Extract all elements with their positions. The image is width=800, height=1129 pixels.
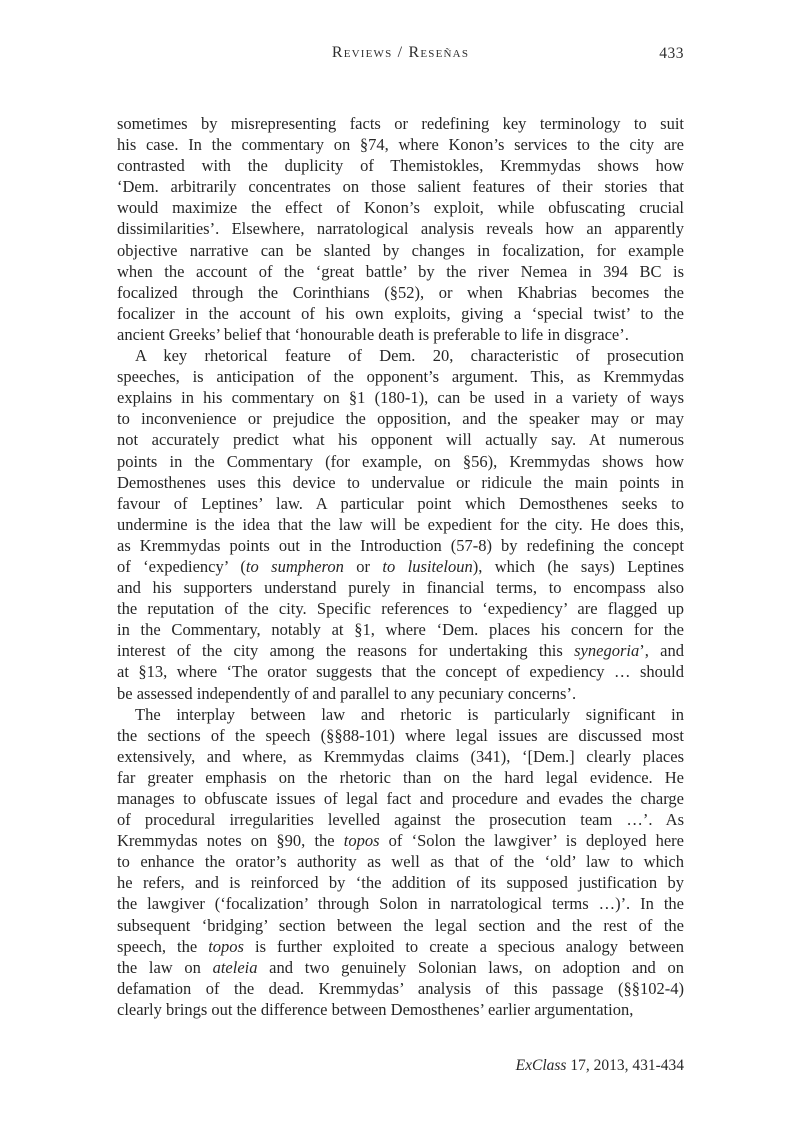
header-title: Reviews / Reseñas: [331, 44, 470, 61]
text-line: [117, 155, 684, 176]
text-line: [117, 809, 684, 830]
text-line: [117, 134, 684, 155]
text-line: [117, 514, 684, 535]
text-run: the lawgiver (‘focalization’ through Solon in narratological terms …)’. In the: [117, 894, 684, 914]
text-line: [117, 429, 684, 450]
text-run: A key rhetorical feature of Dem. 20, characteristic of prosecution: [135, 346, 684, 366]
text-run: dissimilarities’. Elsewhere, narratological analysis reveals how an apparently: [117, 219, 684, 239]
text-line: [117, 640, 684, 661]
text-run: ‘Dem. arbitrarily concentrates on those salient features of their stories that: [117, 177, 684, 197]
text-line: [117, 282, 684, 303]
text-run: the law on: [117, 957, 213, 977]
text-run: far greater emphasis on the rhetoric than on the hard legal evidence. He: [117, 767, 684, 787]
text-run: not accurately predict what his opponent will actually say. At numerous: [117, 430, 684, 450]
text-line: [117, 978, 684, 999]
text-run: ’, and: [639, 641, 684, 661]
text-line: [117, 661, 684, 682]
citation-details: 17, 2013, 431-434: [566, 1057, 684, 1074]
text-line: [117, 303, 684, 324]
text-line: [117, 577, 684, 598]
page-number: 433: [659, 45, 684, 62]
text-run: Kremmydas notes on §90, the: [117, 831, 344, 851]
text-run: interest of the city among the reasons for undertaking this: [117, 641, 575, 661]
text-line: [117, 619, 684, 640]
text-run: his case. In the commentary on §74, where Konon’s services to the city are: [117, 135, 684, 155]
text-line: [117, 788, 684, 809]
text-line: [117, 408, 684, 429]
text-line: [117, 197, 684, 218]
text-run: speeches, is anticipation of the opponent’s argument. This, as Kremmydas: [117, 367, 684, 387]
text-run: of ‘Solon the lawgiver’ is deployed here: [379, 831, 684, 851]
text-line: [117, 176, 684, 197]
text-line: [117, 957, 684, 978]
text-run: would maximize the effect of Konon’s exploit, while obfuscating crucial: [117, 198, 684, 218]
text-run: defamation of the dead. Kremmydas’ analysis of this passage (§§102-4): [117, 978, 684, 998]
text-run: to enhance the orator’s authority as well as that of the ‘old’ law to which: [117, 852, 684, 872]
text-run: and his supporters understand purely in financial terms, to encompass also: [117, 578, 684, 598]
italic-term: topos: [343, 831, 380, 851]
text-run: in the Commentary, notably at §1, where ‘Dem. places his concern for the: [117, 620, 684, 640]
text-line: [117, 387, 684, 408]
italic-term: synegoria: [574, 641, 640, 661]
italic-term: ateleia: [212, 957, 258, 977]
italic-term: to sumpheron: [245, 556, 344, 576]
text-run: at §13, where ‘The orator suggests that the concept of expediency … should: [117, 662, 684, 682]
text-line: [117, 535, 684, 556]
text-line: [117, 830, 684, 851]
text-run: or: [343, 556, 383, 576]
text-run: be assessed independently of and parallel to any pecuniary concerns’.: [117, 683, 577, 703]
journal-title: ExClass: [515, 1057, 567, 1074]
text-line: [117, 704, 684, 725]
text-run: focalized through the Corinthians (§52), or when Khabrias becomes the: [117, 282, 684, 302]
text-run: ancient Greeks’ belief that ‘honourable death is preferable to life in disgrace’.: [117, 324, 629, 344]
text-run: of procedural irregularities levelled against the prosecution team …’. As: [117, 810, 684, 830]
text-run: ), which (he says) Leptines: [472, 556, 685, 576]
text-line: [117, 366, 684, 387]
text-run: he refers, and is reinforced by ‘the addition of its supposed justification by: [117, 873, 684, 893]
text-run: and two genuinely Solonian laws, on adoption and on: [257, 957, 684, 977]
text-run: the sections of the speech (§§88-101) where legal issues are discussed most: [117, 725, 684, 745]
text-run: speech, the: [117, 936, 209, 956]
text-line: [117, 493, 684, 514]
text-run: extensively, and where, as Kremmydas claims (341), ‘[Dem.] clearly places: [117, 746, 684, 766]
text-line: [117, 218, 684, 239]
text-line: [117, 345, 684, 366]
text-run: points in the Commentary (for example, on §56), Kremmydas shows how: [117, 451, 684, 471]
text-run: subsequent ‘bridging’ section between the legal section and the rest of the: [117, 915, 684, 935]
text-run: The interplay between law and rhetoric is particularly significant in: [135, 704, 684, 724]
text-run: when the account of the ‘great battle’ by the river Nemea in 394 BC is: [117, 261, 684, 281]
text-line: [117, 324, 684, 345]
text-run: sometimes by misrepresenting facts or redefining key terminology to suit: [117, 114, 684, 133]
text-run: focalizer in the account of his own exploits, giving a ‘special twist’ to the: [117, 303, 684, 323]
text-line: [117, 240, 684, 261]
text-line: [117, 767, 684, 788]
text-run: to inconvenience or prejudice the opposition, and the speaker may or may: [117, 409, 684, 429]
text-line: [117, 872, 684, 893]
text-run: contrasted with the duplicity of Themistokles, Kremmydas shows how: [117, 156, 684, 176]
text-line: [117, 683, 684, 704]
text-line: [117, 472, 684, 493]
text-run: Demosthenes uses this device to undervalue or ridicule the main points in: [117, 472, 684, 492]
text-line: [117, 725, 684, 746]
text-line: [117, 936, 684, 957]
italic-term: topos: [208, 936, 244, 956]
text-run: explains in his commentary on §1 (180-1), can be used in a variety of ways: [117, 388, 684, 408]
text-line: [117, 851, 684, 872]
text-line: [117, 261, 684, 282]
text-line: [117, 451, 684, 472]
text-run: the reputation of the city. Specific references to ‘expediency’ are flagged up: [117, 599, 684, 619]
running-header: [117, 44, 684, 62]
text-run: of ‘expediency’ (: [117, 556, 246, 576]
text-run: clearly brings out the difference between Demosthenes’ earlier argumentation,: [117, 999, 634, 1019]
footer-citation: [117, 1057, 684, 1075]
text-run: objective narrative can be slanted by changes in focalization, for example: [117, 240, 684, 260]
text-line: [117, 113, 684, 134]
text-line: [117, 746, 684, 767]
text-run: as Kremmydas points out in the Introduction (57-8) by redefining the concept: [117, 535, 684, 555]
text-line: [117, 598, 684, 619]
text-line: [117, 915, 684, 936]
text-run: is further exploited to create a specious analogy between: [243, 936, 684, 956]
text-line: [117, 893, 684, 914]
text-run: manages to obfuscate issues of legal fact and procedure and evades the charge: [117, 789, 684, 808]
text-line: [117, 999, 684, 1020]
text-line: [117, 556, 684, 577]
review-text: [117, 113, 684, 1020]
text-run: favour of Leptines’ law. A particular point which Demosthenes seeks to: [117, 493, 684, 513]
italic-term: to lusiteloun: [382, 556, 473, 576]
text-run: undermine is the idea that the law will be expedient for the city. He does this,: [117, 514, 684, 534]
